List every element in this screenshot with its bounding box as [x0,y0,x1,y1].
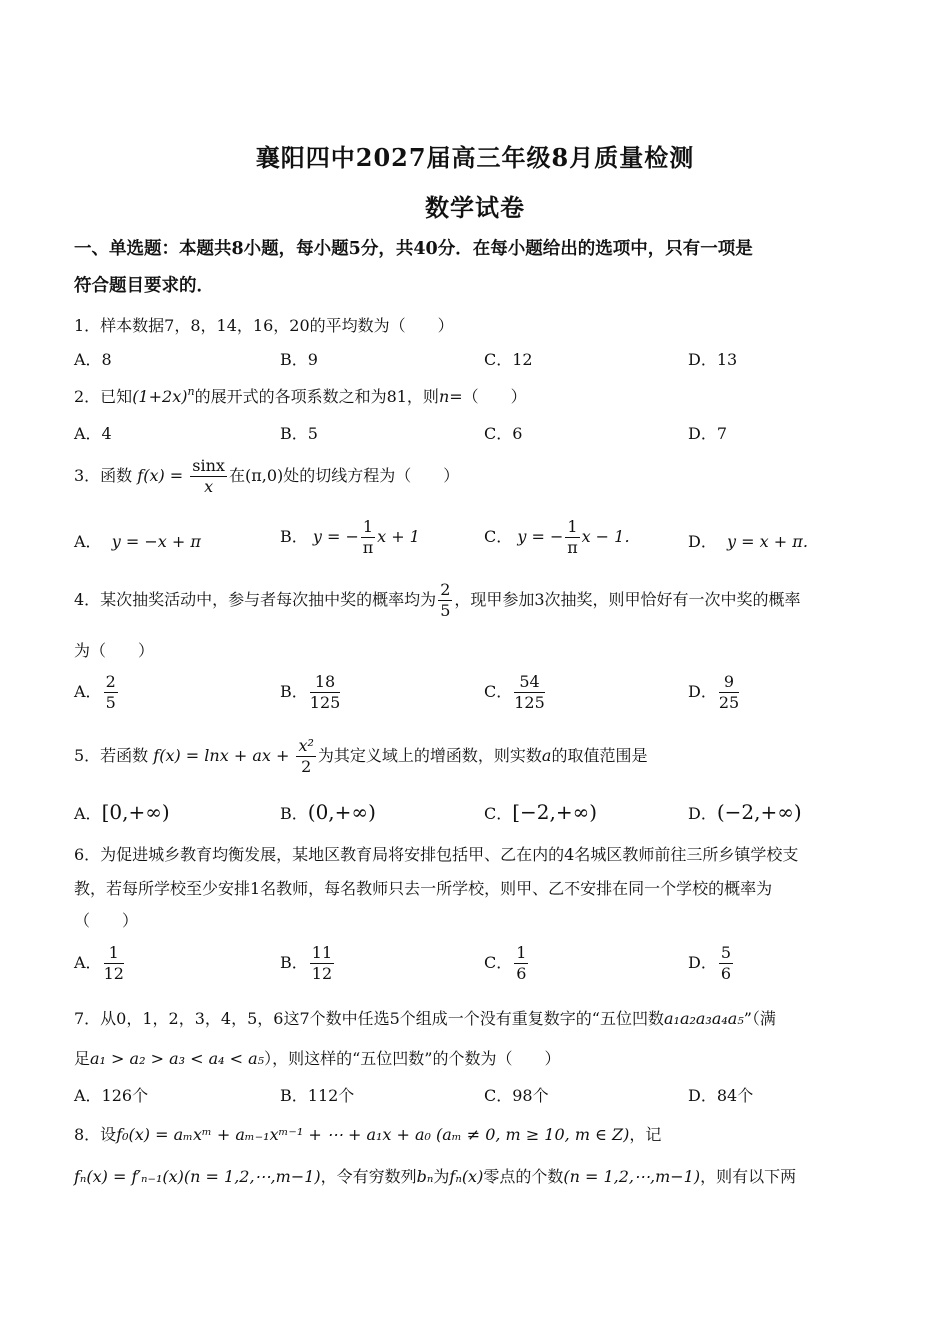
question-3 [74,456,459,497]
q3-b-post: x + 1 [377,527,420,546]
q6-a-num: 1 [104,943,124,964]
q6-b-num: 11 [311,943,333,962]
q3-denominator: x [204,477,214,496]
q8-bn: bₙ [416,1167,434,1186]
q2-var-n: n [438,387,450,406]
q4-c-den: 125 [514,693,545,712]
q5-c-expr: [−2,+∞) [512,800,598,824]
q4-d-label: D． [688,682,717,701]
question-1: 1．样本数据7，8，14，16，20的平均数为（ ） [74,316,454,335]
question-6-line2: 教，若每所学校至少安排1名教师，每名教师只去一所学校，则甲、乙不安排在同一个学校的概率为 [74,879,773,898]
q3-c-pre: y = − [517,527,564,546]
q5-num: x² [298,736,314,755]
exam-subtitle: 数学试卷 [425,193,525,222]
q4-c-num: 54 [514,672,545,693]
q3-b-label: B． [280,527,308,546]
q4-option-a [74,672,120,713]
q5-d-expr: (−2,+∞) [716,800,802,824]
q3-fx: f(x) = [137,466,184,485]
q6-option-a [74,943,126,984]
q7-option-d: D．84个 [688,1086,754,1105]
q8-pre: 8．设 [74,1125,117,1144]
question-8-line1 [74,1122,661,1145]
q4-c-fraction [514,672,545,713]
q1-option-d: D．13 [688,350,738,369]
q7-expr2: a₁ > a₂ > a₃ < a₄ < a₅ [90,1049,265,1068]
q6-b-den: 12 [311,964,333,983]
q5-b-expr: (0,+∞) [307,800,376,824]
q3-b-fraction [361,517,375,558]
q3-c-den: π [567,538,578,557]
q3-option-b [280,517,420,558]
q8-line2-mid: ，令有穷数列 [320,1167,417,1186]
q4-a-num: 2 [105,672,116,691]
q5-option-a [74,800,170,824]
q7-option-b: B．112个 [280,1086,355,1105]
q5-den: 2 [301,757,312,776]
q5-a-expr: [0,+∞) [101,800,170,824]
q4-fraction [438,580,452,621]
q6-c-num: 1 [516,943,527,962]
q3-d-label: D． [688,532,717,551]
q6-d-den: 6 [720,964,732,983]
q6-d-label: D． [688,953,717,972]
q4-a-label: A． [74,682,102,701]
q8-line2-post: ，则有以下两 [700,1167,797,1186]
q3-c-num: 1 [567,517,578,536]
q6-a-fraction [104,943,124,984]
question-8-line2 [74,1164,796,1187]
section-heading-line1: 一、单选题：本题共8小题，每小题5分，共40分．在每小题给出的选项中，只有一项是 [74,239,753,259]
q2-option-c: C．6 [484,424,523,443]
q4-post: ，现甲参加3次抽奖，则甲恰好有一次中奖的概率 [454,590,801,609]
q3-b-num: 1 [362,517,374,536]
q3-a-label: A． [74,532,102,551]
q5-c-label: C． [484,804,513,823]
q7-line1-text: 7．从0，1，2，3，4，5，6这7个数中任选5个组成一个没有重复数字的“五位凹数 [74,1009,664,1028]
q3-pre: 3．函数 [74,466,133,485]
q3-b-pre: y = − [312,527,359,546]
q4-d-den: 25 [718,693,740,712]
q6-option-c [484,943,530,984]
q3-d-expr: y = x + π． [727,532,819,551]
q7-line1-end: ”（满 [743,1009,776,1028]
q4-d-num: 9 [719,672,739,693]
q3-numerator: sinx [192,456,225,475]
q5-a-label: A． [74,804,102,823]
q5-var-a: a [541,746,552,765]
section-heading-line2: 符合题目要求的． [74,276,214,296]
q5-fx: f(x) = lnx + ax + [153,746,290,765]
q6-b-fraction [310,943,334,984]
q4-a-den: 5 [105,693,116,712]
q1-option-a: A．8 [74,350,112,369]
q4-b-num: 18 [310,672,341,693]
q4-option-c [484,672,547,713]
q2-pre: 2．已知 [74,387,133,406]
q2-exponent: n [187,385,195,398]
q5-b-label: B． [280,804,308,823]
q8-line2-expr: fₙ(x) = f′ₙ₋₁(x)(n = 1,2,⋯,m−1) [74,1167,321,1186]
q6-a-label: A． [74,953,102,972]
q6-c-label: C． [484,953,513,972]
q7-option-c: C．98个 [484,1086,549,1105]
exam-title: 襄阳四中2027届高三年级8月质量检测 [255,143,695,172]
q6-c-fraction [514,943,528,984]
question-7-line2 [74,1046,560,1069]
q4-option-d [688,672,741,713]
q1-option-b: B．9 [280,350,318,369]
q7-option-a: A．126个 [74,1086,149,1105]
question-6-line1: 6．为促进城乡教育均衡发展，某地区教育局将安排包括甲、乙在内的4名城区教师前往三所乡镇学校支 [74,845,799,864]
q3-option-d [688,529,819,552]
q1-option-c: C．12 [484,350,533,369]
q3-option-c [484,517,640,558]
q3-b-den: π [362,538,374,557]
q5-pre: 5．若函数 [74,746,149,765]
q2-option-a: A．4 [74,424,112,443]
question-7-line1 [74,1006,776,1029]
q3-point: (π,0) [244,466,284,485]
question-2 [74,384,527,407]
q3-a-expr: y = −x + π [111,532,201,551]
q2-option-b: B．5 [280,424,318,443]
q4-pre: 4．某次抽奖活动中，参与者每次抽中奖的概率均为 [74,590,437,609]
q7-line2-pre: 足 [74,1049,91,1068]
q3-post: 处的切线方程为（ ） [283,466,460,485]
q5-post: 为其定义域上的增函数，则实数 [317,746,542,765]
q8-line2-mid2: 为 [433,1167,450,1186]
q4-b-label: B． [280,682,308,701]
q6-b-label: B． [280,953,308,972]
q6-c-den: 6 [516,964,527,983]
q8-fn: fₙ(x) [449,1167,484,1186]
q6-option-b [280,943,336,984]
q7-expr1: a₁a₂a₃a₄a₅ [663,1009,744,1028]
q7-line2-post: ），则这样的“五位凹数”的个数为（ ） [264,1049,561,1068]
question-4-line2: 为（ ） [74,641,155,660]
q2-expr: (1+2x) [132,387,188,406]
q8-expr: f₀(x) = aₘxᵐ + aₘ₋₁xᵐ⁻¹ + ⋯ + a₁x + a₀ (aₘ ≠ 0, m ≥ 10, m ∈ Z) [116,1125,630,1144]
q3-c-fraction [565,517,579,558]
q4-d-fraction [719,672,739,713]
q4-a-fraction [104,672,118,713]
q4-den: 5 [440,601,451,620]
question-4 [74,580,801,621]
q6-option-d [688,943,735,984]
q5-option-b [280,800,376,824]
q2-option-d: D．7 [688,424,728,443]
q2-eq: =（ ） [449,387,527,406]
q8-line2-mid3: 零点的个数 [483,1167,564,1186]
q4-b-fraction [310,672,341,713]
question-5 [74,736,647,777]
q3-mid: 在 [228,466,245,485]
q4-c-label: C． [484,682,513,701]
q2-post: 的展开式的各项系数之和为81，则 [194,387,439,406]
q3-c-post: x − 1． [581,527,641,546]
q4-option-b [280,672,342,713]
q5-fraction [296,736,315,777]
q5-post2: 的取值范围是 [551,746,648,765]
q3-option-a [74,529,201,552]
q4-b-den: 125 [309,693,341,712]
q8-post: ，记 [629,1125,662,1144]
q5-d-label: D． [688,804,717,823]
q5-option-c [484,800,597,824]
q4-num: 2 [440,580,451,599]
q6-d-fraction [719,943,733,984]
q3-c-label: C． [484,527,513,546]
q6-a-den: 12 [103,964,124,983]
q3-fraction [190,456,227,497]
q6-d-num: 5 [720,943,732,962]
q8-range: (n = 1,2,⋯,m−1) [563,1167,701,1186]
question-6-line3: （ ） [74,911,139,930]
q5-option-d [688,800,802,824]
